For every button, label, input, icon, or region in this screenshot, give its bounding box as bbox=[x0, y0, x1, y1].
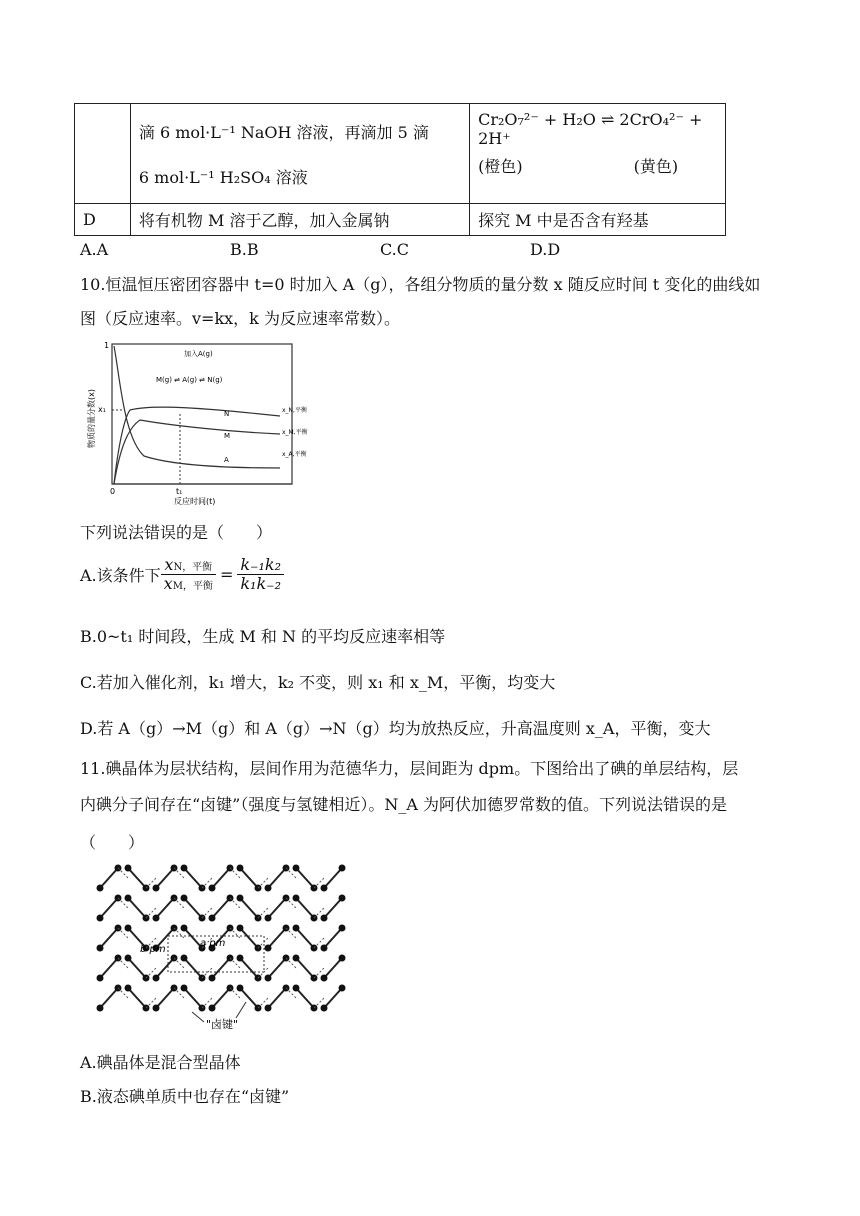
halogen-arrow-left bbox=[192, 1012, 204, 1022]
row-d-purpose: 探究 M 中是否含有羟基 bbox=[470, 204, 726, 236]
i2-bond bbox=[100, 928, 118, 948]
i2-bond bbox=[268, 868, 286, 888]
iodine-layer-figure bbox=[86, 862, 342, 1038]
iodine-atom bbox=[181, 865, 188, 872]
iodine-atom bbox=[237, 895, 244, 902]
iodine-atom bbox=[209, 1005, 216, 1012]
iodine-atom bbox=[321, 975, 328, 982]
i2-bond bbox=[100, 988, 118, 1008]
iodine-atom bbox=[97, 915, 104, 922]
rhs-den: k₁k₋₂ bbox=[240, 573, 282, 593]
q11-stem-1: 11.碘晶体为层状结构，层间作用为范德华力，层间距为 dpm。下图给出了碘的单层结构，层 bbox=[80, 759, 739, 778]
iodine-atom bbox=[97, 975, 104, 982]
iodine-atom bbox=[321, 945, 328, 952]
i2-bond bbox=[100, 868, 118, 888]
q11-option-a: A.碘晶体是混合型晶体 bbox=[80, 1053, 241, 1072]
ratio-lhs bbox=[161, 556, 216, 592]
i2-bond bbox=[212, 988, 230, 1008]
iodine-atom bbox=[265, 1005, 272, 1012]
halogen-arrow-right bbox=[236, 1002, 246, 1018]
curve-n-label: N bbox=[224, 410, 230, 418]
iodine-atom bbox=[97, 1005, 104, 1012]
q10-prompt: 下列说法错误的是（ ） bbox=[80, 523, 273, 542]
i2-bond bbox=[128, 988, 146, 1008]
i2-bond bbox=[296, 958, 314, 978]
i2-bond bbox=[268, 988, 286, 1008]
i2-bond bbox=[128, 868, 146, 888]
ratio-rhs bbox=[237, 556, 284, 592]
iodine-atom bbox=[125, 865, 132, 872]
q9-options bbox=[80, 240, 680, 259]
row-c-color-left: (橙色) bbox=[478, 157, 523, 176]
table-row bbox=[75, 104, 726, 204]
iodine-atom bbox=[125, 895, 132, 902]
q11-stem-3: （ ） bbox=[80, 833, 145, 852]
i2-bond bbox=[156, 988, 174, 1008]
iodine-atom bbox=[209, 975, 216, 982]
row-c-op-line1: 滴 6 mol·L⁻¹ NaOH 溶液，再滴加 5 滴 bbox=[138, 122, 429, 142]
iodine-atom bbox=[321, 1005, 328, 1012]
q9-option-c: C.C bbox=[380, 240, 409, 259]
x-tick-t1: t₁ bbox=[176, 487, 183, 496]
iodine-atom bbox=[265, 885, 272, 892]
curve-m bbox=[114, 420, 280, 484]
iodine-atom bbox=[339, 955, 346, 962]
row-c-purpose bbox=[470, 104, 726, 204]
iodine-atom bbox=[237, 985, 244, 992]
i2-bond bbox=[156, 868, 174, 888]
i2-bond bbox=[324, 898, 342, 918]
curve-m-label: M bbox=[224, 432, 231, 440]
q10-option-a bbox=[80, 556, 284, 592]
row-d-operation: 将有机物 M 溶于乙醇，加入金属钠 bbox=[130, 204, 469, 236]
q10-option-d: D.若 A（g）→M（g）和 A（g）→N（g）均为放热反应，升高温度则 x_A，平衡，变大 bbox=[80, 719, 711, 738]
i2-bond bbox=[240, 898, 258, 918]
q11-stem-2: 内碘分子间存在“卤键”（强度与氢键相近）。N_A 为阿伏加德罗常数的值。下列说法错误的是 bbox=[80, 795, 728, 814]
row-d-label: D bbox=[75, 204, 131, 236]
iodine-atom bbox=[209, 885, 216, 892]
i2-bond bbox=[212, 868, 230, 888]
q10-stem-1: 10.恒温恒压密团容器中 t=0 时加入 A（g），各组分物质的量分数 x 随反应时间 t 变化的曲线如 bbox=[80, 275, 761, 294]
table-row bbox=[75, 204, 726, 236]
i2-bond bbox=[296, 928, 314, 948]
i2-bond bbox=[212, 958, 230, 978]
i2-bond bbox=[184, 988, 202, 1008]
i2-bond bbox=[296, 868, 314, 888]
iodine-atom bbox=[125, 955, 132, 962]
q10-stem-2: 图（反应速率。v=kx，k 为反应速率常数）。 bbox=[80, 309, 400, 328]
i2-bond bbox=[268, 898, 286, 918]
xa-eq-label: x_A,平衡 bbox=[282, 451, 307, 458]
lhs-num-sub: N，平衡 bbox=[173, 562, 213, 573]
i2-bond bbox=[324, 868, 342, 888]
iodine-atom bbox=[97, 885, 104, 892]
q10-option-b: B.0~t₁ 时间段，生成 M 和 N 的平均反应速率相等 bbox=[80, 627, 446, 646]
i2-bond bbox=[184, 958, 202, 978]
iodine-atom bbox=[153, 915, 160, 922]
row-c-op-line2: 6 mol·L⁻¹ H₂SO₄ 溶液 bbox=[138, 167, 308, 187]
row-c-operation bbox=[130, 104, 469, 204]
iodine-atom bbox=[181, 955, 188, 962]
q11-option-b: B.液态碘单质中也存在“卤键” bbox=[80, 1087, 290, 1106]
iodine-atom bbox=[339, 895, 346, 902]
iodine-atom bbox=[265, 915, 272, 922]
row-c-equation: Cr₂O₇²⁻ + H₂O ⇌ 2CrO₄²⁻ + 2H⁺ bbox=[478, 110, 703, 148]
lhs-den-sub: M，平衡 bbox=[172, 580, 213, 592]
iodine-atom bbox=[237, 865, 244, 872]
iodine-atom bbox=[181, 985, 188, 992]
origin-label: 0 bbox=[110, 487, 116, 496]
curve-n bbox=[114, 407, 280, 484]
i2-bond bbox=[184, 868, 202, 888]
experiment-table bbox=[74, 103, 726, 236]
i2-bond bbox=[128, 958, 146, 978]
i2-bond bbox=[240, 868, 258, 888]
mole-fraction-chart bbox=[84, 338, 324, 506]
iodine-atom bbox=[265, 975, 272, 982]
iodine-atom bbox=[293, 985, 300, 992]
a-dimension-label: a pm bbox=[200, 938, 226, 949]
row-c-color-right: (黄色) bbox=[633, 157, 679, 176]
i2-bond bbox=[100, 898, 118, 918]
add-a-label: 加入A(g) bbox=[184, 350, 213, 358]
q10-option-a-prefix: A.该条件下 bbox=[80, 565, 161, 585]
iodine-atom bbox=[209, 915, 216, 922]
y-axis-label: 物质的量分数(x) bbox=[87, 389, 96, 448]
iodine-atom bbox=[293, 895, 300, 902]
curve-a bbox=[114, 346, 280, 468]
xn-eq-label: x_N,平衡 bbox=[282, 407, 307, 414]
rhs-num: k₋₁k₂ bbox=[237, 556, 284, 575]
iodine-atom bbox=[321, 915, 328, 922]
iodine-atom bbox=[153, 1005, 160, 1012]
i2-bond bbox=[296, 988, 314, 1008]
y-tick-1: 1 bbox=[104, 341, 110, 350]
i2-bond bbox=[184, 898, 202, 918]
i2-bond bbox=[324, 958, 342, 978]
i2-bond bbox=[156, 958, 174, 978]
iodine-atom bbox=[153, 975, 160, 982]
q10-option-c: C.若加入催化剂，k₁ 增大，k₂ 不变，则 x₁ 和 x_M，平衡，均变大 bbox=[80, 673, 556, 692]
iodine-atom bbox=[125, 985, 132, 992]
row-c-label bbox=[75, 104, 131, 204]
xm-eq-label: x_M,平衡 bbox=[282, 429, 308, 436]
i2-bond bbox=[268, 958, 286, 978]
i2-bond bbox=[268, 928, 286, 948]
iodine-atom bbox=[339, 925, 346, 932]
halogen-bond-label: "卤键" bbox=[206, 1018, 239, 1031]
iodine-atom bbox=[97, 945, 104, 952]
iodine-atom bbox=[153, 885, 160, 892]
iodine-atom bbox=[125, 925, 132, 932]
iodine-atom bbox=[293, 955, 300, 962]
i2-bond bbox=[296, 898, 314, 918]
i2-bond bbox=[212, 898, 230, 918]
i2-bond bbox=[240, 988, 258, 1008]
lhs-num: x bbox=[164, 555, 174, 574]
iodine-atom bbox=[237, 925, 244, 932]
iodine-atom bbox=[181, 895, 188, 902]
iodine-atom bbox=[293, 865, 300, 872]
iodine-atom bbox=[237, 955, 244, 962]
q9-option-b: B.B bbox=[230, 240, 259, 259]
iodine-atom bbox=[321, 885, 328, 892]
iodine-atom bbox=[293, 925, 300, 932]
iodine-atom bbox=[181, 925, 188, 932]
x-axis-label: 反应时间(t) bbox=[174, 497, 216, 506]
lhs-den: x bbox=[163, 573, 173, 593]
iodine-atom bbox=[265, 945, 272, 952]
curve-a-label: A bbox=[224, 456, 229, 464]
i2-bond bbox=[324, 988, 342, 1008]
q9-option-a: A.A bbox=[80, 240, 109, 259]
i2-bond bbox=[156, 898, 174, 918]
i2-bond bbox=[100, 958, 118, 978]
iodine-atom bbox=[339, 985, 346, 992]
q9-option-d: D.D bbox=[530, 240, 561, 259]
i2-bond bbox=[128, 898, 146, 918]
equals-sign: = bbox=[219, 564, 234, 584]
b-dimension-label: b pm bbox=[140, 944, 166, 955]
y-tick-x1: x₁ bbox=[98, 405, 106, 414]
iodine-atom bbox=[339, 865, 346, 872]
i2-bond bbox=[324, 928, 342, 948]
i2-bond bbox=[240, 928, 258, 948]
i2-bond bbox=[240, 958, 258, 978]
reaction-scheme: M(g) ⇌ A(g) ⇌ N(g) bbox=[156, 376, 223, 384]
